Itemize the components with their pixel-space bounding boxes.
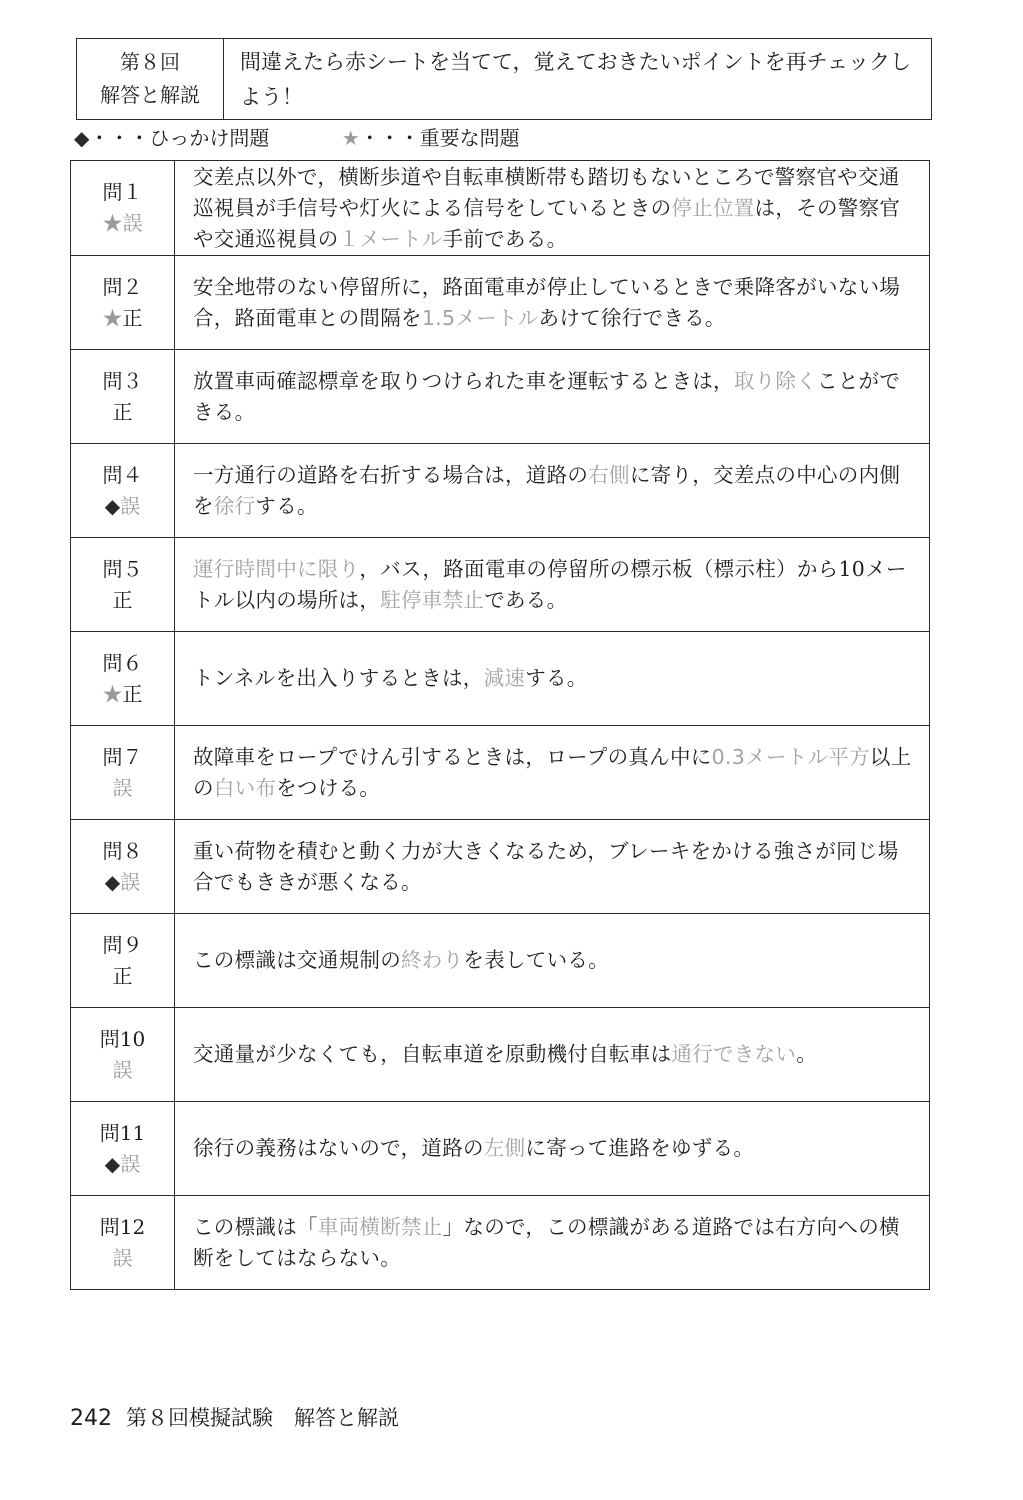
question-text-cell	[175, 632, 929, 725]
header-label: 解答と解説	[100, 83, 200, 107]
legend-trick-text: ・・・ひっかけ問題	[89, 126, 270, 150]
answer-mark	[103, 303, 143, 334]
question-row	[71, 537, 929, 631]
text-segment: 交差点以外で，横断歩道や自転車横断帯も踏切もないところで警察官や交通巡視員が手信号や灯火による信号をしているときの	[193, 164, 900, 220]
question-text-cell	[175, 1008, 929, 1101]
text-segment: 交通量が少なくても，自転車道を原動機付自転車は	[193, 1042, 672, 1066]
text-segment: 故障車をロープでけん引するときは，ロープの真ん中に	[193, 744, 712, 769]
question-number-cell	[71, 350, 175, 443]
text-segment: 。	[796, 1042, 818, 1066]
answer-value: 正	[112, 399, 133, 424]
star-icon: ★	[341, 126, 360, 150]
question-number: 問８	[102, 838, 143, 863]
question-number-cell	[71, 256, 175, 349]
answer-mark	[103, 679, 143, 710]
legend	[74, 124, 520, 152]
text-segment: に寄って進路をゆずる。	[525, 1136, 755, 1160]
answer-value: 誤	[120, 869, 141, 894]
question-row	[71, 819, 929, 913]
question-number: 問５	[102, 556, 143, 581]
text-segment: を表している。	[463, 948, 610, 972]
key-point: 終わり	[401, 948, 464, 972]
question-number: 問２	[102, 274, 143, 299]
text-segment: 一方通行の道路を右折する場合は，道路の	[193, 462, 589, 487]
answer-mark	[105, 867, 140, 898]
question-text	[193, 1212, 915, 1274]
question-number-cell	[71, 538, 175, 631]
question-number-cell	[71, 161, 175, 255]
question-number-cell	[71, 726, 175, 819]
question-number: 問10	[99, 1026, 146, 1051]
text-segment: する。	[255, 493, 318, 518]
key-point: 通行できない	[671, 1042, 797, 1066]
answer-value: 正	[112, 963, 133, 988]
question-row	[71, 725, 929, 819]
question-number: 問９	[102, 932, 143, 957]
key-point: 1.5メートル	[421, 305, 539, 330]
text-segment: である。	[484, 587, 568, 612]
question-text	[193, 366, 915, 428]
question-row	[71, 1101, 929, 1195]
answer-mark	[113, 1055, 133, 1086]
answer-value: 正	[122, 305, 143, 330]
diamond-icon: ◆	[104, 869, 121, 894]
text-segment: ，バス，路面電車の停留所の標示板（標示柱）から10メートル以内の場所は，	[193, 556, 907, 612]
question-text	[193, 162, 915, 255]
answer-value: 誤	[112, 1245, 133, 1270]
question-number-cell	[71, 820, 175, 913]
question-text	[193, 1039, 817, 1070]
question-text	[193, 272, 915, 334]
text-segment: あけて徐行できる。	[538, 305, 726, 330]
text-segment: する。	[525, 666, 588, 690]
diamond-icon: ◆	[74, 126, 90, 150]
text-segment: 安全地帯のない停留所に，路面電車が停止しているときで乗降客がいない場合，路面電車との間隔を	[193, 274, 901, 330]
text-segment: をつける。	[276, 775, 381, 800]
question-number: 問１	[102, 180, 143, 204]
text-segment: トンネルを出入りするときは，	[193, 666, 484, 690]
key-point: １メートル	[338, 226, 443, 251]
key-point: 0.3メートル平方	[711, 744, 870, 769]
key-point: 右側	[588, 462, 630, 487]
key-point: 減速	[483, 666, 526, 690]
question-text	[193, 554, 915, 616]
question-row	[71, 1007, 929, 1101]
key-point: 徐行	[213, 493, 256, 518]
question-number: 問６	[102, 650, 143, 675]
question-text	[193, 1133, 754, 1164]
question-text	[193, 742, 915, 804]
question-row	[71, 349, 929, 443]
page-number: 242	[70, 1406, 112, 1431]
answer-mark	[113, 585, 133, 616]
answer-value: 誤	[122, 211, 143, 235]
question-text-cell	[175, 1102, 929, 1195]
text-segment: 以上の	[193, 744, 912, 800]
diamond-icon: ◆	[104, 1151, 121, 1176]
question-text	[193, 460, 915, 522]
question-text	[193, 945, 609, 976]
key-point: 取り除く	[733, 368, 818, 393]
text-segment: ことができる。	[193, 368, 901, 424]
question-text-cell	[175, 914, 929, 1007]
key-point: 停止位置	[671, 195, 755, 220]
question-number: 問12	[99, 1214, 146, 1239]
question-text-cell	[175, 1196, 929, 1289]
question-text-cell	[175, 444, 929, 537]
legend-important-text: ・・・重要な問題	[359, 126, 520, 150]
text-segment: 」なので，この標識がある道路では右方向への横断をしてはならない。	[193, 1214, 900, 1270]
question-text-cell	[175, 161, 929, 255]
answer-value: 誤	[120, 1151, 141, 1176]
answer-mark	[113, 773, 133, 804]
question-number: 問４	[102, 462, 143, 487]
text-segment: 放置車両確認標章を取りつけられた車を運転するときは，	[193, 368, 734, 393]
question-row	[71, 443, 929, 537]
question-number: 問３	[102, 368, 143, 393]
question-row	[71, 255, 929, 349]
question-number: 問７	[102, 744, 143, 769]
answer-mark	[113, 961, 133, 992]
answer-mark	[113, 1243, 133, 1274]
text-segment: 徐行の義務はないので，道路の	[193, 1136, 484, 1160]
text-segment: は，その警察官や交通巡視員の	[193, 195, 901, 251]
page-footer	[70, 1402, 399, 1432]
answer-value: 正	[112, 587, 133, 612]
question-row	[71, 631, 929, 725]
answer-value: 誤	[120, 493, 141, 518]
question-number-cell	[71, 1008, 175, 1101]
question-text-cell	[175, 726, 929, 819]
key-point: 駐停車禁止	[380, 587, 485, 612]
star-icon: ★	[102, 211, 123, 235]
answer-mark	[103, 208, 143, 239]
question-number-cell	[71, 1196, 175, 1289]
question-number-cell	[71, 914, 175, 1007]
key-point: 白い布	[213, 775, 277, 800]
key-point: 運行時間中に限り	[193, 556, 360, 581]
question-number-cell	[71, 444, 175, 537]
answer-mark	[105, 491, 140, 522]
answer-value: 誤	[112, 1057, 133, 1082]
answer-mark	[113, 397, 133, 428]
header-instruction: 間違えたら赤シートを当てて，覚えておきたいポイントを再チェックしよう！	[240, 50, 911, 109]
question-text-cell	[175, 538, 929, 631]
star-icon: ★	[102, 305, 123, 330]
text-segment: この標識は交通規制の	[193, 948, 401, 972]
answer-value: 正	[122, 681, 143, 706]
star-icon: ★	[102, 681, 123, 706]
question-text-cell	[175, 350, 929, 443]
question-text-cell	[175, 820, 929, 913]
text-segment: 手前である。	[442, 226, 568, 251]
text-segment: 重い荷物を積むと動く力が大きくなるため，ブレーキをかける強さが同じ場合でもききが悪くなる。	[193, 838, 899, 894]
question-text-cell	[175, 256, 929, 349]
text-segment: に寄り，交差点の中心の内側を	[193, 462, 901, 518]
question-number: 問11	[99, 1120, 146, 1145]
answer-mark	[105, 1149, 140, 1180]
footer-title: 第８回模擬試験 解答と解説	[126, 1406, 399, 1430]
question-row	[71, 161, 929, 255]
question-table	[70, 160, 930, 1290]
answer-value: 誤	[112, 775, 133, 800]
key-point: 左側	[483, 1136, 526, 1160]
question-text	[193, 836, 915, 898]
question-number-cell	[71, 632, 175, 725]
header-box	[76, 38, 932, 120]
header-round-cell	[77, 39, 224, 119]
question-number-cell	[71, 1102, 175, 1195]
question-text	[193, 663, 588, 694]
question-row	[71, 913, 929, 1007]
header-round: 第８回	[120, 50, 180, 74]
text-segment: この標識は「	[193, 1214, 318, 1239]
diamond-icon: ◆	[104, 493, 121, 518]
question-row	[71, 1195, 929, 1289]
key-point: 車両横断禁止	[317, 1214, 443, 1239]
